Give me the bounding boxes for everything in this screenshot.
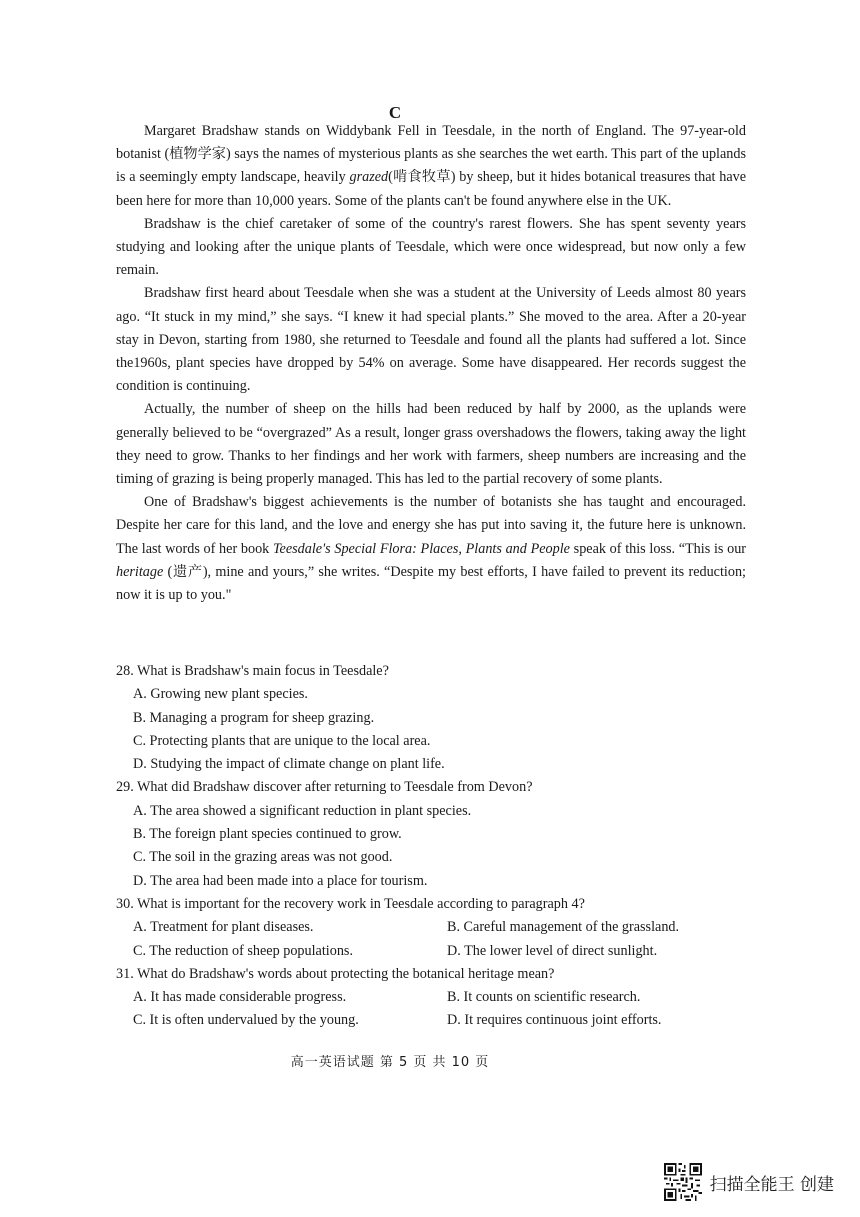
reading-passage: [116, 120, 746, 607]
option-a: A. Growing new plant species.: [133, 686, 308, 703]
paragraph-5-italic-heritage: heritage: [116, 563, 164, 580]
paragraph-5-part-2: speak of this loss. “This is our: [569, 540, 747, 557]
option-d: D. It requires continuous joint efforts.: [447, 1012, 662, 1029]
option-a: A. It has made considerable progress.: [133, 989, 347, 1006]
question-list: [116, 660, 746, 1033]
option-b: B. The foreign plant species continued to grow.: [133, 826, 402, 843]
paragraph-3: Bradshaw first heard about Teesdale when she was a student at the University of Leeds almost 80 years ago. “It stuck in my mind,” she says. “I knew it had special plants.” She moved to the area. After a 20-year stay in Devon, starting from 1980, she returned to Teesdale and found all the plants had suffered a lot. Since the1960s, plant species have dropped by 54% on average. Some have disappeared. Her records suggest the condition is continuing.: [116, 285, 746, 395]
option-b: B. Careful management of the grassland.: [447, 919, 680, 936]
paragraph-5-part-1: One of Bradshaw's biggest achievements is the number of botanists she has taught and encouraged. Despite her care for this land, and the love and energy she has put into saving it, the future here is unknown. The last words of her book: [116, 494, 746, 557]
paragraph-1-part-2: (啃食牧草) by sheep, but it hides botanical treasures that have been here for more than 10,000 years. Some of the plants can't be found anywhere else in the UK.: [116, 169, 747, 209]
option-d: D. The lower level of direct sunlight.: [447, 942, 658, 959]
question-31: [116, 963, 746, 1033]
option-b: B. It counts on scientific research.: [447, 989, 641, 1006]
book-title: Teesdale's Special Flora: Places, Plants and People: [272, 540, 570, 557]
page-footer: 高一英语试题 第 5 页 共 10 页: [290, 1055, 490, 1070]
paragraph-5-part-3: (遗产), mine and yours,” she writes. “Despite my best efforts, I have failed to prevent its reduction; now it is up to you.": [116, 563, 746, 604]
paragraph-1-part-1: Margaret Bradshaw stands on Widdybank Fell in Teesdale, in the north of England. The 97-year-old botanist (植物学家) says the names of mysterious plants as she searches the wet earth. This part of the uplands is a seemingly empty landscape, heavily: [116, 123, 746, 186]
option-a: A. Treatment for plant diseases.: [133, 919, 314, 936]
scanner-watermark: [664, 1163, 834, 1201]
watermark-text: 扫描全能王 创建: [709, 1174, 834, 1195]
options-grid: [116, 986, 746, 1033]
option-c: C. The reduction of sheep populations.: [133, 942, 353, 959]
section-heading: C: [388, 103, 402, 122]
paragraph-1: [116, 120, 746, 213]
question-stem: 30. What is important for the recovery work in Teesdale according to paragraph 4?: [116, 895, 585, 912]
option-c: C. The soil in the grazing areas was not good.: [133, 849, 393, 866]
option-c: C. It is often undervalued by the young.: [133, 1012, 359, 1029]
option-d: D. The area had been made into a place for tourism.: [133, 872, 428, 889]
paragraph-4: Actually, the number of sheep on the hills had been reduced by half by 2000, as the uplands were generally believed to be “overgrazed” As a result, longer grass overshadows the flowers, taking away the light they need to grow. Thanks to her findings and her work with farmers, sheep numbers are increasing and the timing of grazing is being properly managed. This has led to the partial recovery of some plants.: [116, 401, 746, 488]
question-stem: 28. What is Bradshaw's main focus in Teesdale?: [116, 663, 389, 679]
options-grid: [116, 916, 746, 963]
option-a: A. The area showed a significant reduction in plant species.: [133, 802, 472, 819]
paragraph-5: [116, 491, 746, 607]
option-d: D. Studying the impact of climate change on plant life.: [133, 756, 445, 773]
paragraph-2: Bradshaw is the chief caretaker of some of the country's rarest flowers. She has spent seventy years studying and looking after the unique plants of Teesdale, which were once widespread, but now only a few remain.: [116, 215, 746, 279]
qr-code-icon: [664, 1163, 702, 1201]
question-stem: 29. What did Bradshaw discover after returning to Teesdale from Devon?: [116, 779, 533, 796]
paragraph-1-italic-grazed: grazed: [349, 169, 389, 186]
question-stem: 31. What do Bradshaw's words about protecting the botanical heritage mean?: [116, 965, 555, 982]
option-c: C. Protecting plants that are unique to the local area.: [133, 732, 431, 749]
option-b: B. Managing a program for sheep grazing.: [133, 709, 375, 726]
question-28: [116, 660, 746, 776]
question-30: [116, 893, 746, 963]
question-29: [116, 776, 746, 892]
